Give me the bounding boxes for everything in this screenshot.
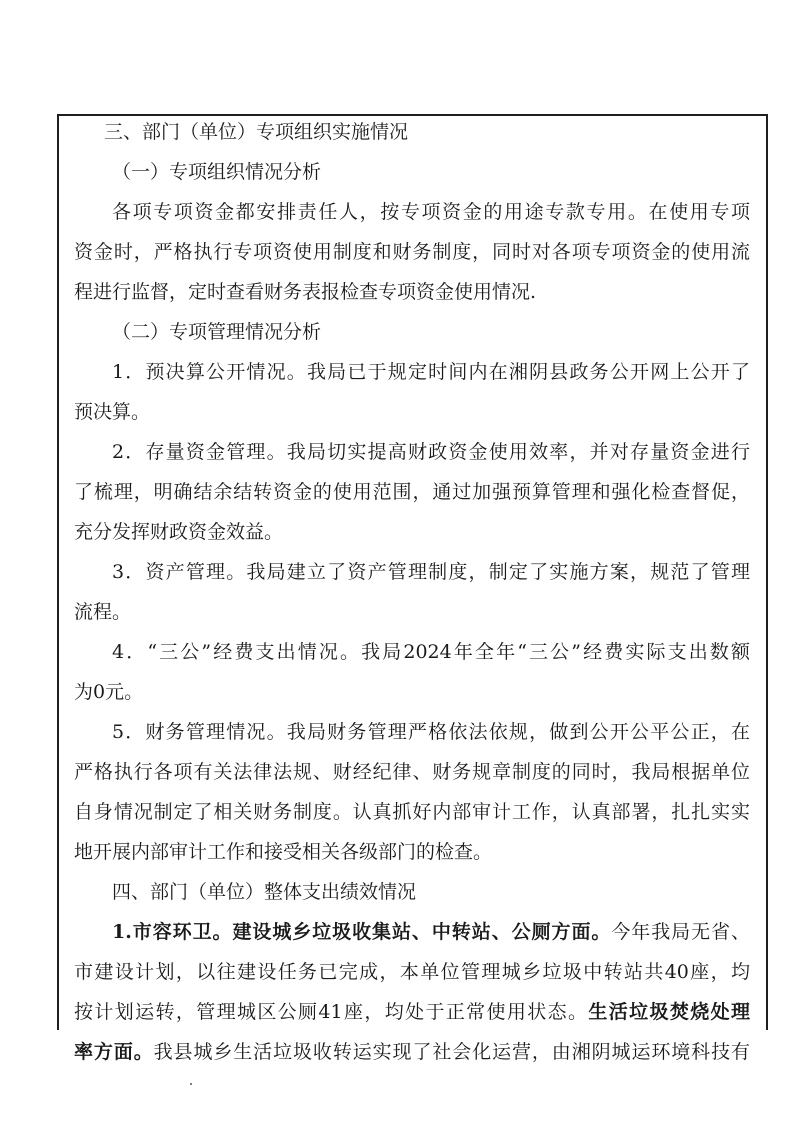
paragraph-line: 流程。 <box>74 601 132 623</box>
subsection-1-heading: （一）专项组织情况分析 <box>112 161 322 183</box>
subsection-2-heading: （二）专项管理情况分析 <box>112 321 322 343</box>
paragraph-line: 了梳理，明确结余结转资金的使用范围，通过加强预算管理和强化检查督促， <box>74 481 750 503</box>
paragraph-line: 自身情况制定了相关财务制度。认真抓好内部审计工作，认真部署，扎扎实实 <box>74 801 750 823</box>
paragraph-line: 地开展内部审计工作和接受相关各级部门的检查。 <box>74 841 493 863</box>
paragraph-line: 市建设计划，以往建设任务已完成，本单位管理城乡垃圾中转站共40座，均 <box>74 961 750 983</box>
paragraph-line: 1．预决算公开情况。我局已于规定时间内在湘阴县政务公开网上公开了 <box>112 361 750 383</box>
bold-heading-text: 生活垃圾焚烧处理 <box>588 1001 750 1023</box>
section-3-heading: 三、部门（单位）专项组织实施情况 <box>104 121 409 143</box>
paragraph-line: 2．存量资金管理。我局切实提高财政资金使用效率，并对存量资金进行 <box>112 441 750 463</box>
document-body <box>74 120 750 1080</box>
scan-speck <box>190 1083 192 1085</box>
paragraph-line: 4．“三公”经费支出情况。我局2024年全年“三公”经费实际支出数额 <box>112 641 750 663</box>
paragraph-line: 充分发挥财政资金效益。 <box>74 521 284 543</box>
paragraph-line: 为0元。 <box>74 681 144 703</box>
paragraph-line: 程进行监督，定时查看财务表报检查专项资金使用情况. <box>74 281 537 303</box>
section-4-heading: 四、部门（单位）整体支出绩效情况 <box>112 881 417 903</box>
paragraph-line <box>74 1040 750 1064</box>
paragraph-line <box>74 920 750 944</box>
paragraph-line: 3．资产管理。我局建立了资产管理制度，制定了实施方案，规范了管理 <box>112 561 750 583</box>
paragraph-line: 各项专项资金都安排责任人，按专项资金的用途专款专用。在使用专项 <box>112 201 750 223</box>
paragraph-line <box>74 1000 750 1024</box>
paragraph-line: 预决算。 <box>74 401 151 423</box>
paragraph-line: 资金时，严格执行专项资使用制度和财务制度，同时对各项专项资金的使用流 <box>74 241 750 263</box>
paragraph-text: 我县城乡生活垃圾收转运实现了社会化运营，由湘阴城运环境科技有 <box>153 1041 750 1063</box>
paragraph-text: 今年我局无省、 <box>611 921 750 943</box>
paragraph-line: 严格执行各项有关法律法规、财经纪律、财务规章制度的同时，我局根据单位 <box>74 761 750 783</box>
paragraph-line: 5．财务管理情况。我局财务管理严格依法依规，做到公开公平公正，在 <box>112 721 750 743</box>
bold-heading-text: 率方面。 <box>74 1041 154 1063</box>
paragraph-text: 按计划运转，管理城区公厕41座，均处于正常使用状态。 <box>74 1001 589 1023</box>
bold-heading-text: 1.市容环卫。建设城乡垃圾收集站、中转站、公厕方面。 <box>112 921 612 943</box>
